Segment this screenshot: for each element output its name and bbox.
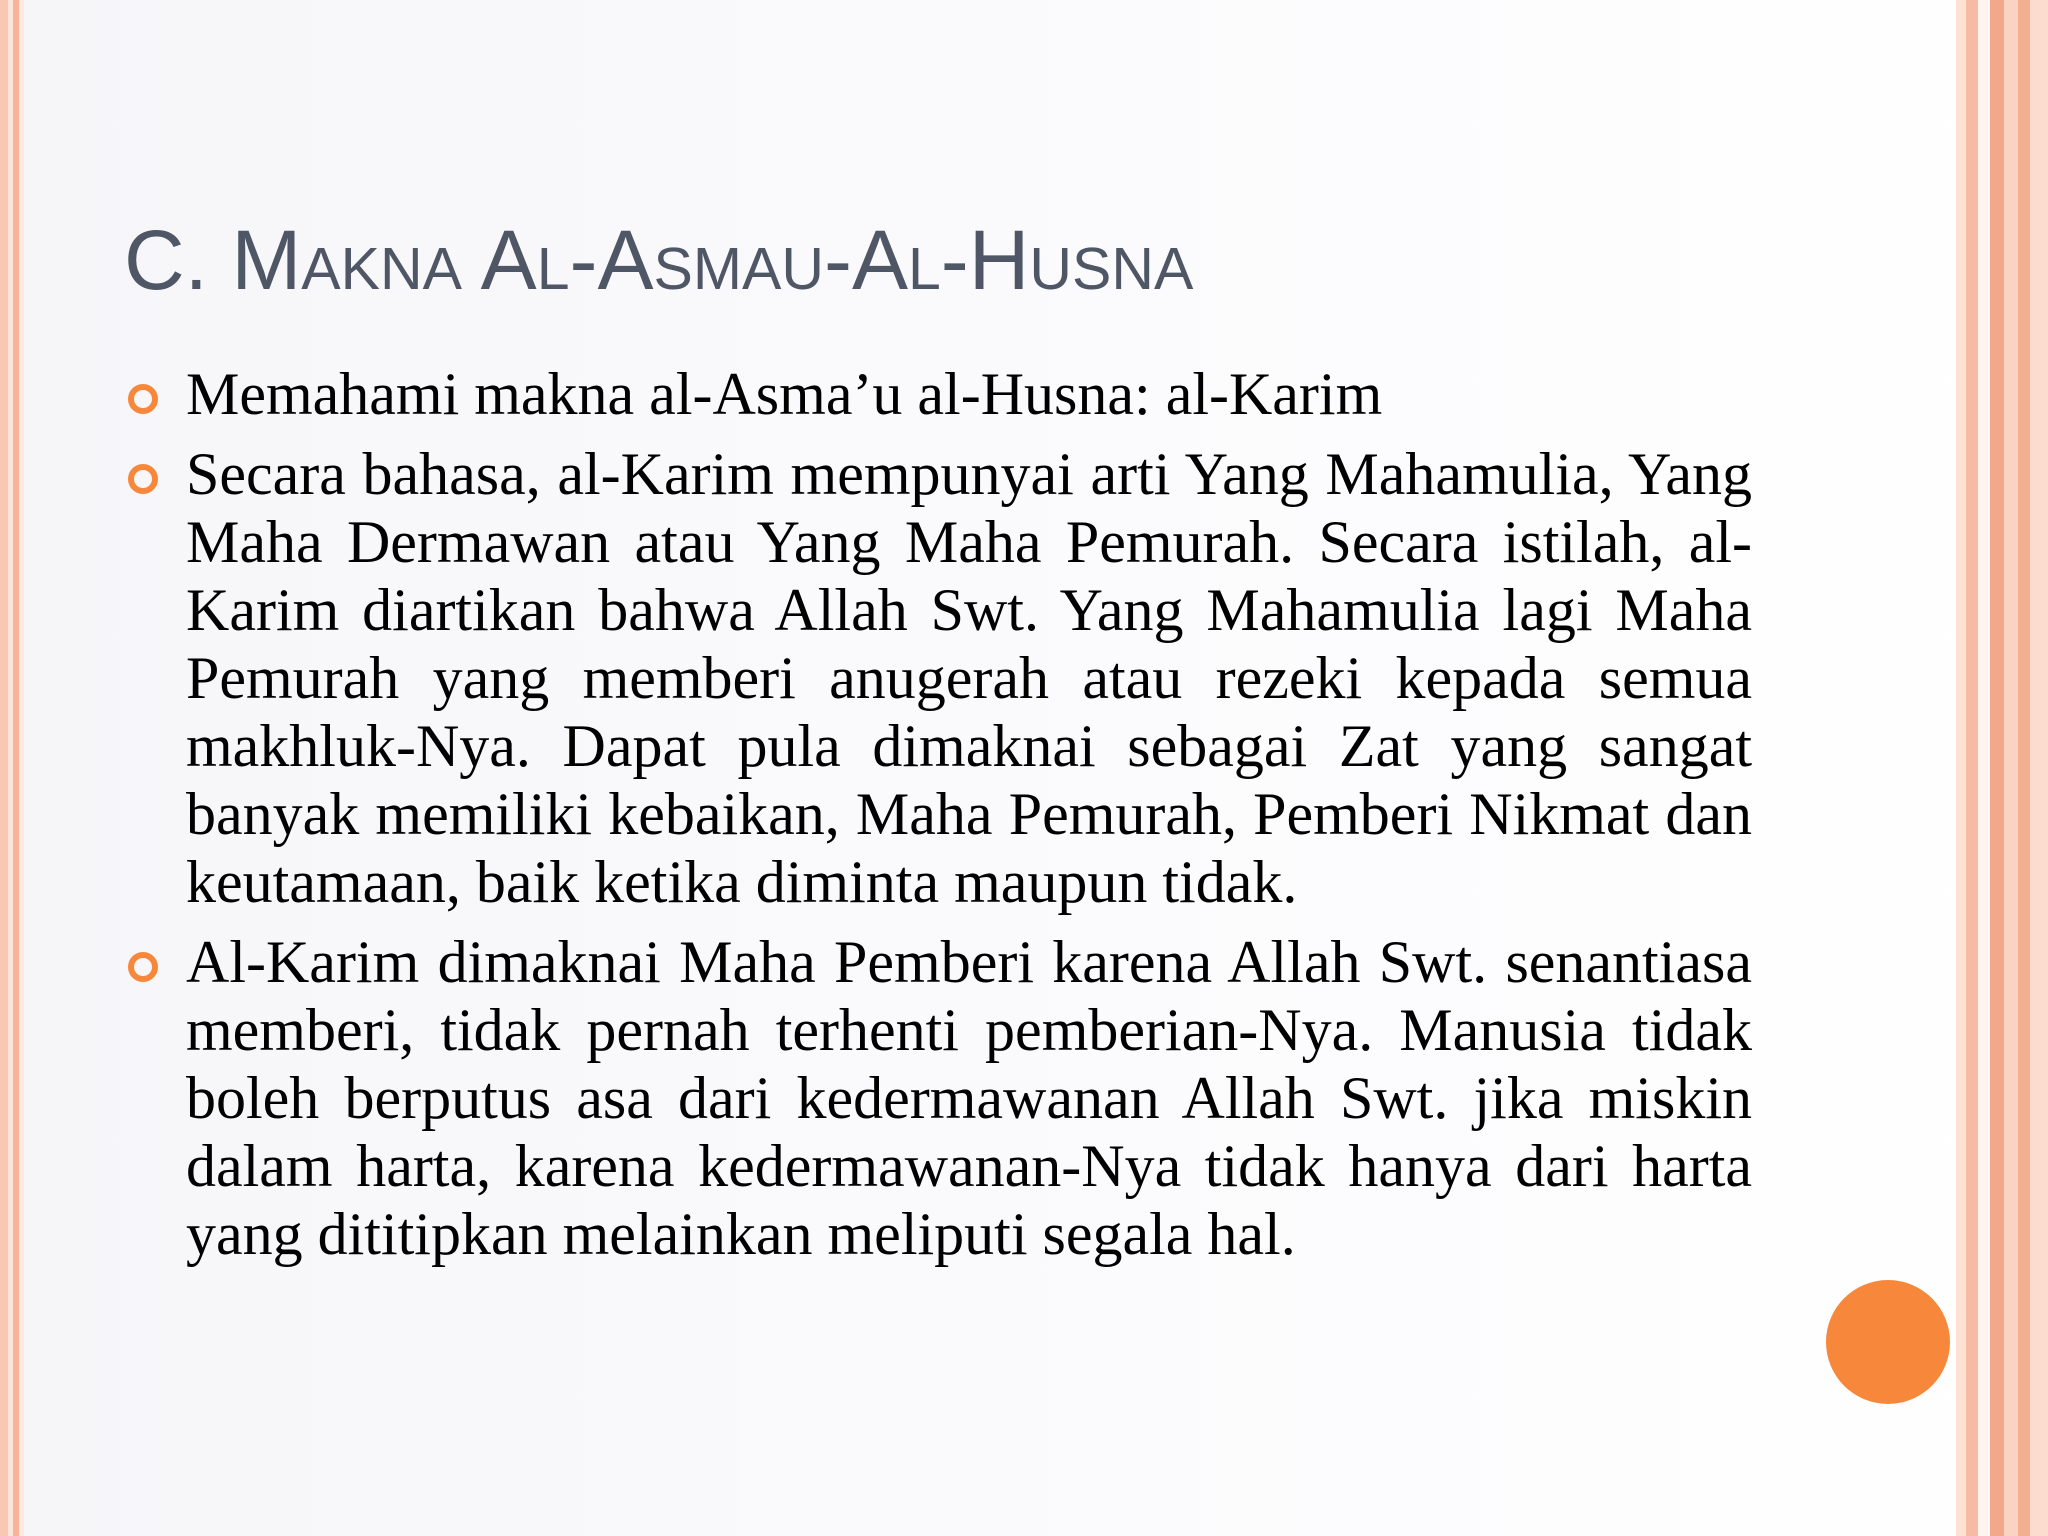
right-decorative-stripes bbox=[1956, 0, 2048, 1536]
slide-title: C. Makna Al-Asmau-Al-Husna bbox=[124, 213, 1194, 307]
left-decorative-stripe bbox=[0, 0, 24, 1536]
bullet-list bbox=[122, 360, 1752, 1280]
bullet-ring-icon bbox=[128, 952, 158, 982]
bullet-ring-icon bbox=[128, 464, 158, 494]
bullet-item-1 bbox=[122, 360, 1752, 428]
bullet-text-3: Al-Karim dimaknai Maha Pemberi karena Allah Swt. senantiasa memberi, tidak pernah terhenti pemberian-Nya. Manusia tidak boleh berputus asa dari kedermawanan Allah Swt. jika miskin dalam harta, karena kedermawanan-Nya tidak hanya dari harta yang dititipkan melainkan meliputi segala hal. bbox=[186, 929, 1752, 1267]
bullet-ring-icon bbox=[128, 384, 158, 414]
bullet-item-3 bbox=[122, 928, 1752, 1268]
bullet-item-2 bbox=[122, 440, 1752, 916]
decorative-orange-circle bbox=[1826, 1280, 1950, 1404]
bullet-text-2: Secara bahasa, al-Karim mempunyai arti Yang Mahamulia, Yang Maha Dermawan atau Yang Maha Pemurah. Secara istilah, al-Karim diartikan bahwa Allah Swt. Yang Mahamulia lagi Maha Pemurah yang memberi anugerah atau rezeki kepada semua makhluk-Nya. Dapat pula dimaknai sebagai Zat yang sangat banyak memiliki kebaikan, Maha Pemurah, Pemberi Nikmat dan keutamaan, baik ketika diminta maupun tidak. bbox=[186, 441, 1752, 915]
bullet-text-1: Memahami makna al-Asma’u al-Husna: al-Karim bbox=[186, 361, 1383, 427]
